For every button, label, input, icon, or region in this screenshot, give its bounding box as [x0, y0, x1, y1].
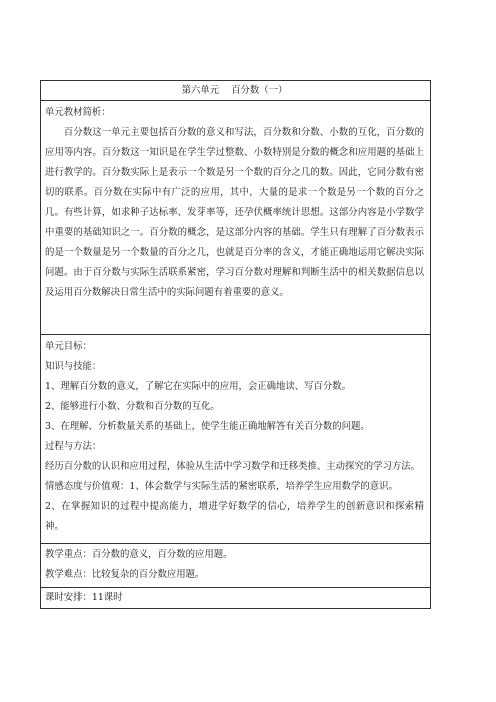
goals-heading: 单元目标： — [45, 341, 92, 352]
focus-section — [41, 544, 430, 588]
schedule-text: 课时安排：11课时 — [45, 592, 123, 603]
lesson-plan-table — [40, 80, 431, 609]
unit-topic: 百分数（一） — [231, 85, 288, 96]
key-points: 教学重点：百分数的意义，百分数的应用题。 — [45, 549, 233, 560]
attitude-text: 情感态度与价值观：1、体会数学与实际生活的紧密联系，培养学生应用数学的意识。 — [45, 481, 398, 492]
schedule-section — [41, 588, 430, 608]
goals-section — [41, 335, 430, 544]
unit-label: 第六单元 — [181, 85, 220, 96]
knowledge-item: 3、在理解、分析数量关系的基础上，使学生能正确地解答有关百分数的问题。 — [45, 421, 370, 432]
process-text: 经历百分数的认识和应用过程，体验从生活中学习数学和迁移类推、主动探究的学习方法。 — [45, 461, 421, 472]
difficult-points: 教学难点：比较复杂的百分数应用题。 — [45, 569, 205, 580]
knowledge-item: 2、能够进行小数、分数和百分数的互化。 — [45, 401, 220, 412]
intro-heading: 单元教材简析： — [45, 107, 111, 118]
knowledge-item: 1、理解百分数的意义，了解它在实际中的应用，会正确地读、写百分数。 — [45, 381, 351, 392]
title-row — [41, 81, 430, 101]
intro-section — [41, 101, 430, 335]
attitude-item: 2、在掌握知识的过程中提高能力，增进学好数学的信心，培养学生的创新意识和探索精神。 — [45, 501, 424, 532]
process-heading: 过程与方法： — [45, 441, 102, 452]
intro-paragraph: 百分数这一单元主要包括百分数的意义和写法，百分数和分数、小数的互化，百分数的应用等内容。百分数这一知识是在学生学过整数、小数特别是分数的概念和应用题的基础上进行教学的。百分数实际上是表示一个数是另一个数的百分之几的数。因此，它同分数有密切的联系。百分数在实际中有广泛的应用，其中，大量的是求一个数是另一个数的百分之几。有些计算，如求种子达标率、发芽率等，还孕伏概率统计思想。这部分内容是小学数学中重要的基础知识之一。百分数的概念，是这部分内容的基础。学生只有理解了百分数表示的是一个数量是另一个数量的百分之几，也就是百分率的含义，才能正确地运用它解决实际问题。由于百分数与实际生活联系紧密，学习百分数对理解和判断生活中的相关数据信息以及运用百分数解决日常生活中的实际问题有着重要的意义。 — [45, 127, 424, 298]
knowledge-heading: 知识与技能： — [45, 361, 102, 372]
